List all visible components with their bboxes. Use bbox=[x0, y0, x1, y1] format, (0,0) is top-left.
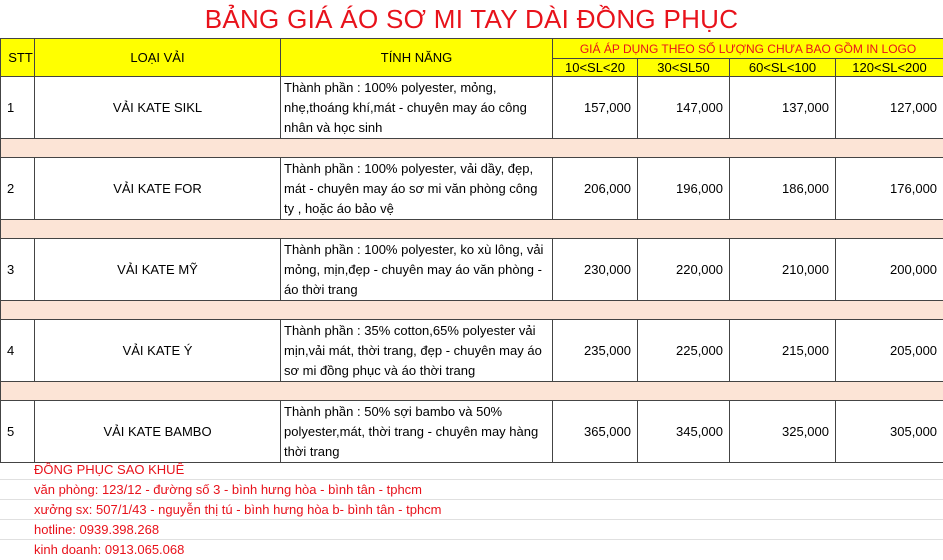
row-fabric[interactable]: VẢI KATE FOR bbox=[35, 158, 281, 220]
row-stt[interactable]: 3 bbox=[1, 239, 35, 301]
row-price-tier-2[interactable]: 225,000 bbox=[638, 320, 730, 382]
page-title: BẢNG GIÁ ÁO SƠ MI TAY DÀI ĐỒNG PHỤC bbox=[0, 0, 943, 38]
row-price-tier-2[interactable]: 196,000 bbox=[638, 158, 730, 220]
sales-phone[interactable]: kinh doanh: 0913.065.068 bbox=[34, 540, 442, 560]
row-price-tier-1[interactable]: 157,000 bbox=[553, 77, 638, 139]
row-price-tier-3[interactable]: 215,000 bbox=[730, 320, 836, 382]
row-price-tier-1[interactable]: 230,000 bbox=[553, 239, 638, 301]
company-name[interactable]: ĐỒNG PHỤC SAO KHUÊ bbox=[34, 460, 442, 480]
office-address[interactable]: văn phòng: 123/12 - đường số 3 - bình hưng hòa - bình tân - tphcm bbox=[34, 480, 442, 500]
row-features[interactable]: Thành phần : 100% polyester, ko xù lông, vải mỏng, mịn,đẹp - chuyên may áo văn phòng - áo thời trang bbox=[281, 239, 553, 301]
row-fabric[interactable]: VẢI KATE Ý bbox=[35, 320, 281, 382]
row-price-tier-3[interactable]: 325,000 bbox=[730, 401, 836, 463]
separator-cell bbox=[1, 139, 943, 158]
row-fabric[interactable]: VẢI KATE SIKL bbox=[35, 77, 281, 139]
price-table bbox=[0, 38, 943, 463]
row-separator bbox=[1, 301, 943, 320]
header-tier-3[interactable]: 60<SL<100 bbox=[730, 59, 836, 77]
row-fabric[interactable]: VẢI KATE MỸ bbox=[35, 239, 281, 301]
row-separator bbox=[1, 139, 943, 158]
header-stt[interactable]: STT bbox=[1, 39, 35, 77]
row-price-tier-1[interactable]: 365,000 bbox=[553, 401, 638, 463]
header-tier-2[interactable]: 30<SL50 bbox=[638, 59, 730, 77]
header-tier-4[interactable]: 120<SL<200 bbox=[836, 59, 943, 77]
header-row bbox=[1, 39, 943, 59]
table-row bbox=[1, 158, 943, 220]
row-stt[interactable]: 4 bbox=[1, 320, 35, 382]
row-separator bbox=[1, 220, 943, 239]
row-price-tier-3[interactable]: 210,000 bbox=[730, 239, 836, 301]
row-price-tier-2[interactable]: 220,000 bbox=[638, 239, 730, 301]
row-price-tier-2[interactable]: 345,000 bbox=[638, 401, 730, 463]
separator-cell bbox=[1, 382, 943, 401]
header-features[interactable]: TÍNH NĂNG bbox=[281, 39, 553, 77]
company-contact-block bbox=[34, 460, 442, 560]
table-row bbox=[1, 77, 943, 139]
row-price-tier-1[interactable]: 206,000 bbox=[553, 158, 638, 220]
row-features[interactable]: Thành phần : 100% polyester, vải dầy, đẹp, mát - chuyên may áo sơ mi văn phòng công ty , hoặc áo bảo vệ bbox=[281, 158, 553, 220]
workshop-address[interactable]: xưởng sx: 507/1/43 - nguyễn thị tú - bình hưng hòa b- bình tân - tphcm bbox=[34, 500, 442, 520]
header-fabric[interactable]: LOẠI VẢI bbox=[35, 39, 281, 77]
header-tier-1[interactable]: 10<SL<20 bbox=[553, 59, 638, 77]
header-price-group[interactable]: GIÁ ÁP DỤNG THEO SỐ LƯỢNG CHƯA BAO GỒM IN LOGO bbox=[553, 39, 943, 59]
row-features[interactable]: Thành phần : 35% cotton,65% polyester vải mịn,vải mát, thời trang, đẹp - chuyên may áo sơ mi đồng phục và áo thời trang bbox=[281, 320, 553, 382]
row-price-tier-4[interactable]: 176,000 bbox=[836, 158, 943, 220]
row-price-tier-4[interactable]: 200,000 bbox=[836, 239, 943, 301]
table-row bbox=[1, 320, 943, 382]
separator-cell bbox=[1, 301, 943, 320]
separator-cell bbox=[1, 220, 943, 239]
row-features[interactable]: Thành phần : 100% polyester, mỏng, nhẹ,thoáng khí,mát - chuyên may áo công nhân và học sinh bbox=[281, 77, 553, 139]
row-stt[interactable]: 1 bbox=[1, 77, 35, 139]
row-fabric[interactable]: VẢI KATE BAMBO bbox=[35, 401, 281, 463]
row-price-tier-3[interactable]: 137,000 bbox=[730, 77, 836, 139]
table-row bbox=[1, 239, 943, 301]
hotline[interactable]: hotline: 0939.398.268 bbox=[34, 520, 442, 540]
row-price-tier-4[interactable]: 205,000 bbox=[836, 320, 943, 382]
row-features[interactable]: Thành phần : 50% sợi bambo và 50% polyester,mát, thời trang - chuyên may hàng thời trang bbox=[281, 401, 553, 463]
row-price-tier-4[interactable]: 305,000 bbox=[836, 401, 943, 463]
row-stt[interactable]: 2 bbox=[1, 158, 35, 220]
row-price-tier-2[interactable]: 147,000 bbox=[638, 77, 730, 139]
table-row bbox=[1, 401, 943, 463]
row-price-tier-4[interactable]: 127,000 bbox=[836, 77, 943, 139]
row-price-tier-3[interactable]: 186,000 bbox=[730, 158, 836, 220]
row-separator bbox=[1, 382, 943, 401]
row-price-tier-1[interactable]: 235,000 bbox=[553, 320, 638, 382]
row-stt[interactable]: 5 bbox=[1, 401, 35, 463]
